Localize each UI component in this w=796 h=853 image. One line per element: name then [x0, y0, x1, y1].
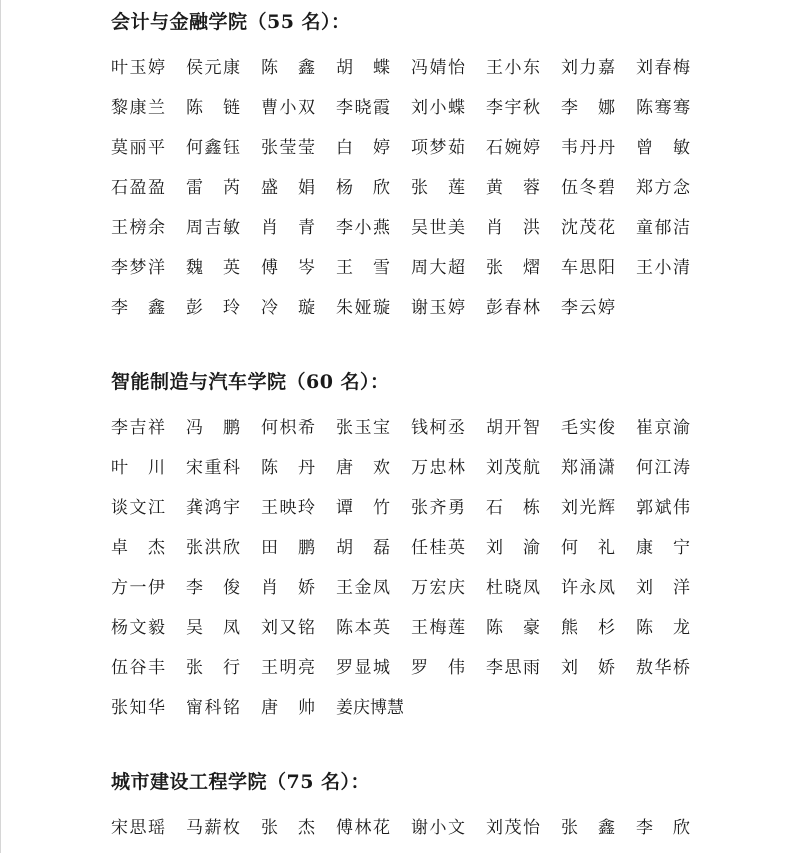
name-entry: 王梅莲 [411, 618, 465, 638]
name-entry: 李梦洋 [111, 258, 165, 278]
name-entry: 张洪欣 [186, 538, 240, 558]
name-entry: 冯婧怡 [411, 58, 465, 78]
name-entry: 毛实俊 [561, 418, 615, 438]
name-entry: 张知华 [111, 698, 165, 718]
name-entry: 杨 欣 [336, 178, 390, 198]
name-entry: 刘春梅 [636, 58, 690, 78]
name-entry: 田 鹏 [261, 538, 315, 558]
name-entry: 卓 杰 [111, 538, 165, 558]
name-entry: 陈 鑫 [261, 58, 315, 78]
name-entry: 熊 杉 [561, 618, 615, 638]
name-entry: 黎康兰 [111, 98, 165, 118]
name-entry: 项梦茹 [411, 138, 465, 158]
name-entry: 刘光辉 [561, 498, 615, 518]
name-entry: 李云婷 [561, 298, 615, 318]
name-entry: 马薪枚 [186, 818, 240, 838]
name-entry: 陈 丹 [261, 458, 315, 478]
name-entry: 唐 欢 [336, 458, 390, 478]
name-entry: 罗 伟 [411, 658, 465, 678]
name-entry: 周吉敏 [186, 218, 240, 238]
name-entry: 康 宁 [636, 538, 690, 558]
name-entry: 刘又铭 [261, 618, 315, 638]
name-entry: 陈 链 [186, 98, 240, 118]
name-entry: 张 鑫 [561, 818, 615, 838]
name-entry: 王小清 [636, 258, 690, 278]
name-entry: 崔京渝 [636, 418, 690, 438]
name-entry: 龚鸿宇 [186, 498, 240, 518]
name-entry: 万宏庆 [411, 578, 465, 598]
name-entry: 车思阳 [561, 258, 615, 278]
name-entry: 曾 敏 [636, 138, 690, 158]
name-entry: 刘 洋 [636, 578, 690, 598]
name-entry: 张 莲 [411, 178, 465, 198]
name-entry: 李小燕 [336, 218, 390, 238]
name-entry: 任桂英 [411, 538, 465, 558]
name-entry: 李 鑫 [111, 298, 165, 318]
name-entry: 郭斌伟 [636, 498, 690, 518]
name-entry: 王 雪 [336, 258, 390, 278]
name-entry: 唐 帅 [261, 698, 315, 718]
name-entry: 吴 凤 [186, 618, 240, 638]
name-entry: 冷 璇 [261, 298, 315, 318]
name-entry: 侯元康 [186, 58, 240, 78]
name-entry: 万忠林 [411, 458, 465, 478]
name-entry: 王明亮 [261, 658, 315, 678]
name-entry: 姜庆博慧 [336, 698, 404, 718]
name-entry: 方一伊 [111, 578, 165, 598]
name-entry: 刘茂航 [486, 458, 540, 478]
name-entry: 罗显城 [336, 658, 390, 678]
section-title: 智能制造与汽车学院（60 名）： [111, 371, 390, 393]
name-entry: 傅 岑 [261, 258, 315, 278]
name-entry: 黄 蓉 [486, 178, 540, 198]
name-entry: 郑涌潇 [561, 458, 615, 478]
name-entry: 伍冬碧 [561, 178, 615, 198]
name-entry: 甯科铭 [186, 698, 240, 718]
name-entry: 吴世美 [411, 218, 465, 238]
name-entry: 叶玉婷 [111, 58, 165, 78]
name-entry: 周大超 [411, 258, 465, 278]
name-entry: 刘 娇 [561, 658, 615, 678]
name-list [111, 808, 751, 848]
section-accounting-finance [111, 10, 751, 328]
name-entry: 石盈盈 [111, 178, 165, 198]
name-entry: 刘 渝 [486, 538, 540, 558]
name-entry: 刘茂怡 [486, 818, 540, 838]
name-entry: 陈 龙 [636, 618, 690, 638]
name-entry: 王金凤 [336, 578, 390, 598]
name-entry: 陈 豪 [486, 618, 540, 638]
name-entry: 胡开智 [486, 418, 540, 438]
name-entry: 刘小蝶 [411, 98, 465, 118]
name-entry: 郑方念 [636, 178, 690, 198]
name-entry: 陈本英 [336, 618, 390, 638]
section-intelligent-manufacturing-auto [111, 370, 751, 728]
name-entry: 伍谷丰 [111, 658, 165, 678]
name-entry: 杜晓凤 [486, 578, 540, 598]
name-entry: 肖 洪 [486, 218, 540, 238]
name-entry: 许永凤 [561, 578, 615, 598]
name-entry: 曹小双 [261, 98, 315, 118]
name-entry: 王榜余 [111, 218, 165, 238]
section-title: 会计与金融学院（55 名）： [111, 11, 351, 33]
name-list [111, 48, 751, 328]
section-title: 城市建设工程学院（75 名）： [111, 771, 371, 793]
name-entry: 沈茂花 [561, 218, 615, 238]
name-entry: 肖 娇 [261, 578, 315, 598]
name-entry: 谈文江 [111, 498, 165, 518]
name-entry: 叶 川 [111, 458, 165, 478]
name-entry: 韦丹丹 [561, 138, 615, 158]
name-entry: 李吉祥 [111, 418, 165, 438]
name-entry: 张 行 [186, 658, 240, 678]
name-entry: 李 俊 [186, 578, 240, 598]
name-entry: 敖华桥 [636, 658, 690, 678]
name-entry: 张 熠 [486, 258, 540, 278]
name-entry: 魏 英 [186, 258, 240, 278]
name-entry: 冯 鹏 [186, 418, 240, 438]
name-entry: 彭 玲 [186, 298, 240, 318]
name-entry: 李 娜 [561, 98, 615, 118]
name-entry: 张莹莹 [261, 138, 315, 158]
name-list [111, 408, 751, 728]
name-entry: 石 栋 [486, 498, 540, 518]
name-entry: 何 礼 [561, 538, 615, 558]
name-entry: 王映玲 [261, 498, 315, 518]
name-entry: 张齐勇 [411, 498, 465, 518]
name-entry: 何鑫钰 [186, 138, 240, 158]
section-urban-construction-engineering [111, 770, 751, 848]
name-entry: 张玉宝 [336, 418, 390, 438]
name-entry: 宋思瑶 [111, 818, 165, 838]
name-entry: 莫丽平 [111, 138, 165, 158]
name-entry: 钱柯丞 [411, 418, 465, 438]
name-entry: 李思雨 [486, 658, 540, 678]
name-entry: 彭春林 [486, 298, 540, 318]
name-entry: 白 婷 [336, 138, 390, 158]
name-entry: 何江涛 [636, 458, 690, 478]
name-entry: 李宇秋 [486, 98, 540, 118]
name-entry: 肖 青 [261, 218, 315, 238]
name-entry: 谢玉婷 [411, 298, 465, 318]
name-entry: 李 欣 [636, 818, 690, 838]
name-entry: 雷 芮 [186, 178, 240, 198]
name-entry: 童郁洁 [636, 218, 690, 238]
name-entry: 傅林花 [336, 818, 390, 838]
name-entry: 谭 竹 [336, 498, 390, 518]
name-entry: 何枳希 [261, 418, 315, 438]
name-entry: 王小东 [486, 58, 540, 78]
name-entry: 盛 娟 [261, 178, 315, 198]
name-entry: 李晓霞 [336, 98, 390, 118]
name-entry: 胡 磊 [336, 538, 390, 558]
name-entry: 刘力嘉 [561, 58, 615, 78]
name-entry: 杨文毅 [111, 618, 165, 638]
name-entry: 谢小文 [411, 818, 465, 838]
name-entry: 胡 蝶 [336, 58, 390, 78]
name-entry: 陈骞骞 [636, 98, 690, 118]
name-entry: 宋重科 [186, 458, 240, 478]
name-entry: 张 杰 [261, 818, 315, 838]
name-entry: 朱娅璇 [336, 298, 390, 318]
name-entry: 石婉婷 [486, 138, 540, 158]
